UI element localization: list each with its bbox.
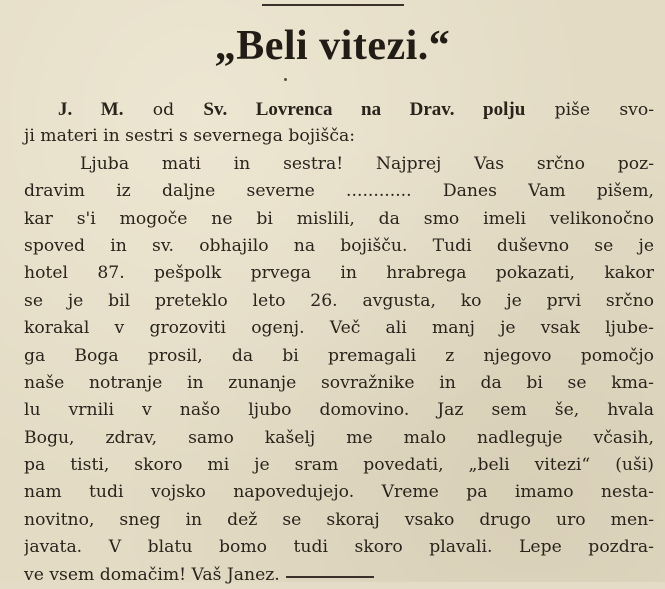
letter-line: javata. V blatu bomo tudi skoro plavali. Lepe pozdra-: [24, 537, 654, 558]
letter-line: novitno, sneg in dež se skoraj vsako drugo uro men-: [24, 509, 654, 530]
article-title: „Beli vitezi.“: [214, 23, 451, 69]
letter-line-last: ve vsem domačim! Vaš Janez.: [24, 564, 280, 585]
intro-line-1: [24, 96, 654, 123]
letter-line: se je bil preteklo leto 26. avgusta, ko je prvi srčno: [24, 290, 654, 311]
intro-line-2: ji materi in sestri s severnega bojišča:: [24, 126, 356, 147]
letter-line: nam tudi vojsko napovedujejo. Vreme pa imamo nesta-: [24, 482, 654, 503]
letter-line: hotel 87. pešpolk prvega in hrabrega pokazati, kakor: [24, 263, 654, 284]
letter-line: korakal v grozoviti ogenj. Več ali manj je vsak ljube-: [24, 318, 654, 339]
letter-line: pa tisti, skoro mi je sram povedati, „beli vitezi“ (uši): [24, 455, 654, 476]
print-speck: [284, 78, 287, 81]
article-body: [24, 96, 654, 589]
intro-from: od: [152, 100, 175, 120]
top-separator-rule: [262, 4, 404, 6]
letter-line: naše notranje in zunanje sovražnike in da bi se kma-: [24, 372, 654, 393]
intro-place: Sv. Lovrenca na Drav. polju: [203, 99, 526, 120]
intro-author: J. M.: [58, 99, 124, 120]
letter-line: dravim iz daljne severne ............ Danes Vam pišem,: [24, 181, 654, 202]
bottom-separator-rule: [286, 576, 374, 578]
letter-line: Ljuba mati in sestra! Najprej Vas srčno poz-: [80, 153, 654, 174]
letter-line: Bogu, zdrav, samo kašelj me malo nadleguje včasih,: [24, 427, 654, 448]
letter-line: lu vrnili v našo ljubo domovino. Jaz sem še, hvala: [24, 400, 654, 421]
letter-line: kar s'i mogoče ne bi mislili, da smo imeli velikonočno: [24, 208, 654, 229]
letter-line: spoved in sv. obhajilo na bojišču. Tudi duševno se je: [24, 235, 654, 256]
intro-line1-tail: piše svo-: [554, 100, 654, 120]
letter-line: ga Boga prosil, da bi premagali z njegovo pomočjo: [24, 345, 654, 366]
